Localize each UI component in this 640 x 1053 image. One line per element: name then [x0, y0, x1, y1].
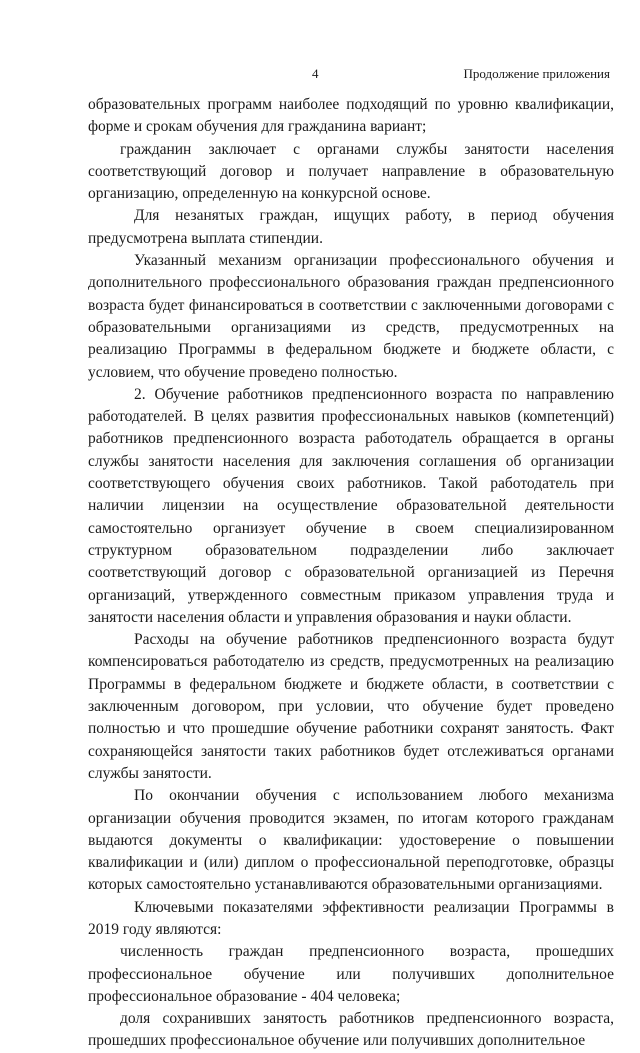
paragraph: По окончании обучения с использованием любого механизма организации обучения проводится экзамен, по итогам которого гражданам выдаются документы о квалификации: удостоверение о повышении квалификации и (или) диплом о профессиональной переподготовке, образцы которых самостоятельно устанавливаются образовательными организациями.	[88, 787, 614, 894]
paragraph: численность граждан предпенсионного возраста, прошедших профессиональное обучение или получивших дополнительное профессиональное образование - 404 человека;	[88, 943, 614, 1005]
page-number: 4	[312, 66, 319, 81]
paragraph: Указанный механизм организации профессионального обучения и дополнительного профессионального образования граждан предпенсионного возраста будет финансироваться в соответствии с заключенными договорами с образовательными организациями из средств, предусмотренных на реализацию Программы в федеральном бюджете и бюджете области, с условием, что обучение проведено полностью.	[88, 252, 614, 381]
paragraph: образовательных программ наиболее подходящий по уровню квалификации, форме и срокам обучения для гражданина вариант;	[88, 96, 614, 136]
paragraph: доля сохранивших занятость работников предпенсионного возраста, прошедших профессиональное обучение или получивших дополнительное	[88, 1010, 614, 1050]
paragraph: гражданин заключает с органами службы занятости населения соответствующий договор и получает направление в образовательную организацию, определенную на конкурсной основе.	[88, 140, 614, 203]
paragraph: Расходы на обучение работников предпенсионного возраста будут компенсироваться работодателю из средств, предусмотренных на реализацию Программы в федеральном бюджете и бюджете области, в соответствии с заключенным договором, при условии, что обучение будет проведено полностью и что прошедшие обучение работники сохранят занятость. Факт сохраняющейся занятости таких работников будет отслеживаться органами службы занятости.	[88, 631, 614, 782]
appendix-continuation-note: Продолжение приложения	[463, 66, 610, 81]
page-header	[0, 66, 640, 86]
document-body	[88, 94, 614, 1053]
paragraph: Для незанятых граждан, ищущих работу, в период обучения предусмотрена выплата стипендии.	[88, 207, 614, 247]
paragraph: 2. Обучение работников предпенсионного возраста по направлению работодателей. В целях развития профессиональных навыков (компетенций) работников предпенсионного возраста работодатель обращается в органы службы занятости населения для заключения соглашения об организации соответствующего обучения своих работников. Такой работодатель при наличии лицензии на осуществление образовательной деятельности самостоятельно организует обучение в своем специализированном структурном образовательном подразделении либо заключает соответствующий договор с образовательной организацией из Перечня организаций, утвержденного совместным приказом управления труда и занятости населения области и управления образования и науки области.	[88, 385, 614, 626]
paragraph: Ключевыми показателями эффективности реализации Программы в 2019 году являются:	[88, 898, 614, 938]
